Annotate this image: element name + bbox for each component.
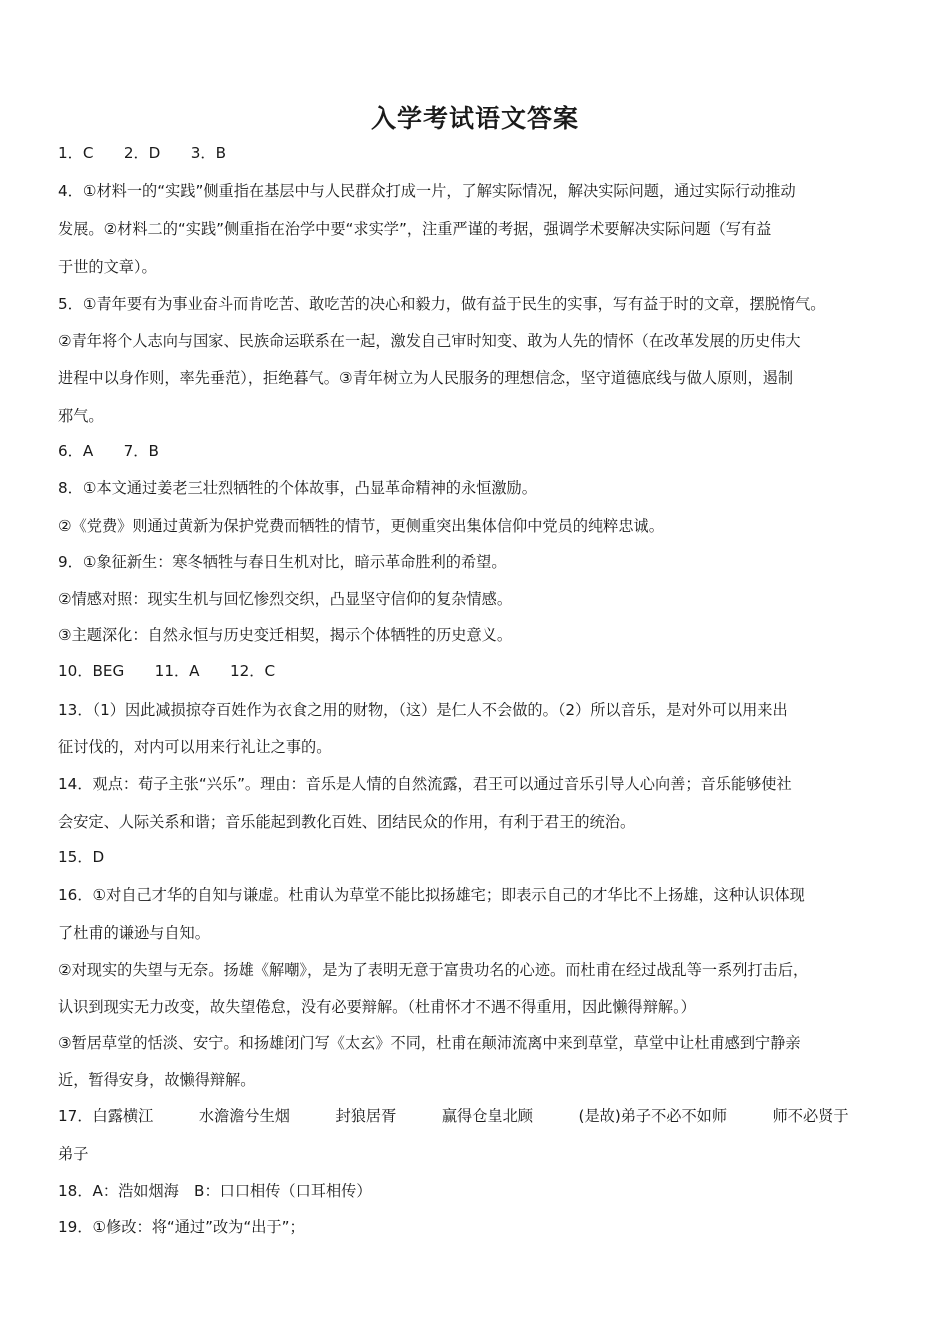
- answer-line-16f: 近，暂得安身，故懒得辩解。: [58, 1071, 256, 1089]
- answer-line-4c: 于世的文章）。: [58, 258, 157, 276]
- answer-line-5c: 进程中以身作则，率先垂范），拒绝暮气。③青年树立为人民服务的理想信念，坚守道德底线与做人原则，遏制: [58, 369, 794, 387]
- answer-line-5b: ②青年将个人志向与国家、民族命运联系在一起，激发自己审时知变、敢为人先的情怀（在改革发展的历史伟大: [58, 332, 801, 350]
- answer-line-14b: 会安定、人际关系和谐；音乐能起到教化百姓、团结民众的作用，有利于君王的统治。: [58, 813, 636, 831]
- answer-line-14a: 14．观点：荀子主张“兴乐”。理由：音乐是人情的自然流露，君王可以通过音乐引导人心向善；音乐能够使社: [58, 775, 792, 793]
- answer-line-13a: 13．（1）因此减损掠夺百姓作为衣食之用的财物，（这）是仁人不会做的。（2）所以音乐，是对外可以用来出: [58, 701, 788, 719]
- answer-line-18: 18．A：浩如烟海 B：口口相传（口耳相传）: [58, 1182, 372, 1200]
- answer-line-16a: 16．①对自己才华的自知与谦虚。杜甫认为草堂不能比拟扬雄宅；即表示自己的才华比不上扬雄，这种认识体现: [58, 886, 805, 904]
- answer-line-4b: 发展。②材料二的“实践”侧重指在治学中要“求实学”，注重严谨的考据，强调学术要解决实际问题（写有益: [58, 220, 772, 238]
- answer-line-16c: ②对现实的失望与无奈。扬雄《解嘲》，是为了表明无意于富贵功名的心迹。而杜甫在经过战乱等一系列打击后，: [58, 961, 809, 979]
- answer-line-15: 15．D: [58, 848, 105, 866]
- answer-line-10-12: 10．BEG 11．A 12．C: [58, 662, 276, 680]
- answer-line-1-3: 1．C 2．D 3．B: [58, 144, 227, 162]
- answer-line-17a: 17．白露横江 水澹澹兮生烟 封狼居胥 赢得仓皇北顾 (是故)弟子不必不如师 师不必贤于: [58, 1107, 849, 1125]
- answer-line-9c: ③主题深化：自然永恒与历史变迁相契，揭示个体牺牲的历史意义。: [58, 626, 513, 644]
- answer-line-16e: ③暂居草堂的恬淡、安宁。和扬雄闭门写《太玄》不同，杜甫在颠沛流离中来到草堂，草堂中让杜甫感到宁静亲: [58, 1034, 801, 1052]
- answer-line-16b: 了杜甫的谦逊与自知。: [58, 924, 210, 942]
- page-title: 入学考试语文答案: [370, 104, 579, 133]
- answer-line-13b: 征讨伐的，对内可以用来行礼让之事的。: [58, 738, 332, 756]
- answer-line-19: 19．①修改：将“通过”改为“出于”；: [58, 1218, 305, 1236]
- answer-line-4a: 4．①材料一的“实践”侧重指在基层中与人民群众打成一片，了解实际情况，解决实际问题，通过实际行动推动: [58, 182, 796, 200]
- answer-line-8b: ②《党费》则通过黄新为保护党费而牺牲的情节，更侧重突出集体信仰中党员的纯粹忠诚。: [58, 517, 664, 535]
- answer-line-17b: 弟子: [58, 1145, 89, 1163]
- answer-line-5a: 5．①青年要有为事业奋斗而肯吃苦、敢吃苦的决心和毅力，做有益于民生的实事，写有益于时的文章，摆脱惰气。: [58, 295, 826, 313]
- answer-line-8a: 8．①本文通过姜老三壮烈牺牲的个体故事，凸显革命精神的永恒激励。: [58, 479, 537, 497]
- answer-line-9b: ②情感对照：现实生机与回忆惨烈交织，凸显坚守信仰的复杂情感。: [58, 590, 513, 608]
- answer-line-5d: 邪气。: [58, 407, 104, 425]
- answer-line-16d: 认识到现实无力改变，故失望倦怠，没有必要辩解。（杜甫怀才不遇不得重用，因此懒得辩解。）: [58, 998, 696, 1016]
- answer-line-6-7: 6．A 7．B: [58, 442, 159, 460]
- answer-line-9a: 9．①象征新生：寒冬牺牲与春日生机对比，暗示革命胜利的希望。: [58, 553, 507, 571]
